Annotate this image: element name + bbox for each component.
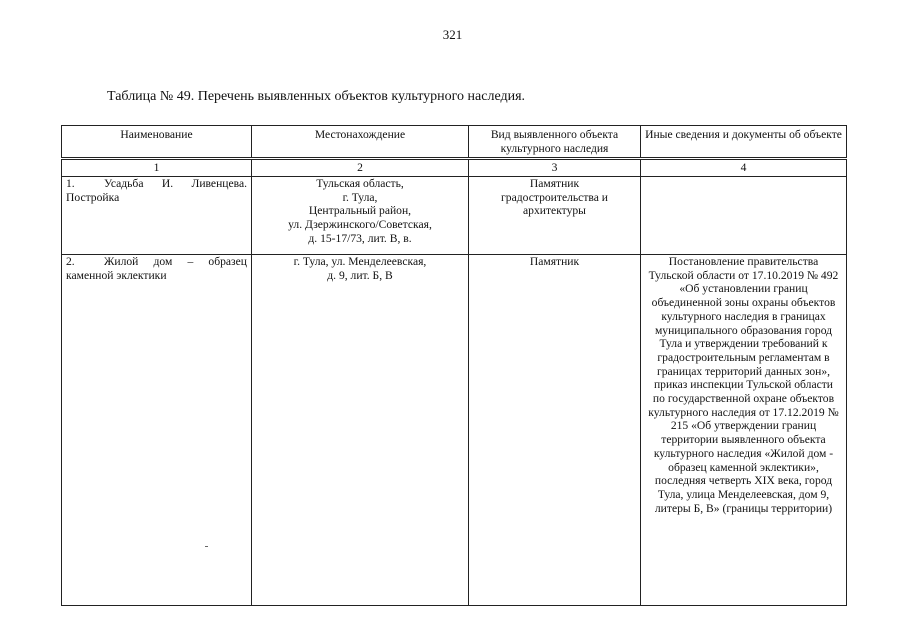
object-location-cell	[252, 177, 469, 255]
location-line: г. Тула,	[342, 190, 378, 204]
object-name-cell	[62, 255, 252, 606]
table-header-row	[62, 126, 847, 159]
row-number: 2.	[66, 255, 75, 268]
object-name: Жилой дом – образец каменной эклектики	[66, 255, 247, 282]
object-documents	[641, 177, 847, 255]
location-line: Тульская область,	[316, 177, 404, 190]
column-number: 3	[469, 159, 641, 177]
heritage-objects-table	[61, 125, 847, 606]
table-row	[62, 255, 847, 606]
column-number: 4	[641, 159, 847, 177]
location-line: Центральный район,	[308, 204, 412, 218]
location-line: д. 9, лит. Б, В	[327, 268, 393, 282]
header-name: Наименование	[62, 126, 252, 159]
object-type: Памятник градостроительства и архитектуры	[469, 177, 641, 255]
object-name-cell	[62, 177, 252, 255]
location-line: г. Тула, ул. Менделеевская,	[293, 255, 427, 268]
object-documents: Постановление правительства Тульской области от 17.10.2019 № 492 «Об установлении границ объединенной зоны охраны объектов культурного наследия в границах муниципального образования город Тула и утверждении требований к градостроительным регламентам в границах территорий данных зон», приказ инспекции Тульской области по государственной охране объектов культурного наследия от 17.12.2019 № 215 «Об утверждении границ территории выявленного объекта культурного наследия «Жилой дом - образец каменной эклектики», последняя четверть XIX века, город Тула, улица Менделеевская, дом 9, литеры Б, В» (границы территории)	[641, 255, 847, 606]
object-location-cell	[252, 255, 469, 606]
column-numbers-row	[62, 159, 847, 177]
table-row	[62, 177, 847, 255]
column-number: 2	[252, 159, 469, 177]
header-location: Местонахождение	[252, 126, 469, 159]
location-line: ул. Дзержинского/Советская,	[288, 218, 432, 232]
location-line: д. 15-17/73, лит. В, в.	[308, 231, 412, 245]
object-type: Памятник	[469, 255, 641, 606]
object-name: Усадьба И. Ливенцева. Постройка	[66, 177, 247, 204]
row-number: 1.	[66, 177, 75, 190]
table-title: Таблица № 49. Перечень выявленных объектов культурного наследия.	[107, 89, 526, 104]
column-number: 1	[62, 159, 252, 177]
page-number: 321	[442, 27, 463, 42]
scan-speck	[205, 546, 208, 547]
header-documents: Иные сведения и документы об объекте	[641, 126, 847, 159]
header-object-type: Вид выявленного объекта культурного наследия	[469, 126, 641, 159]
